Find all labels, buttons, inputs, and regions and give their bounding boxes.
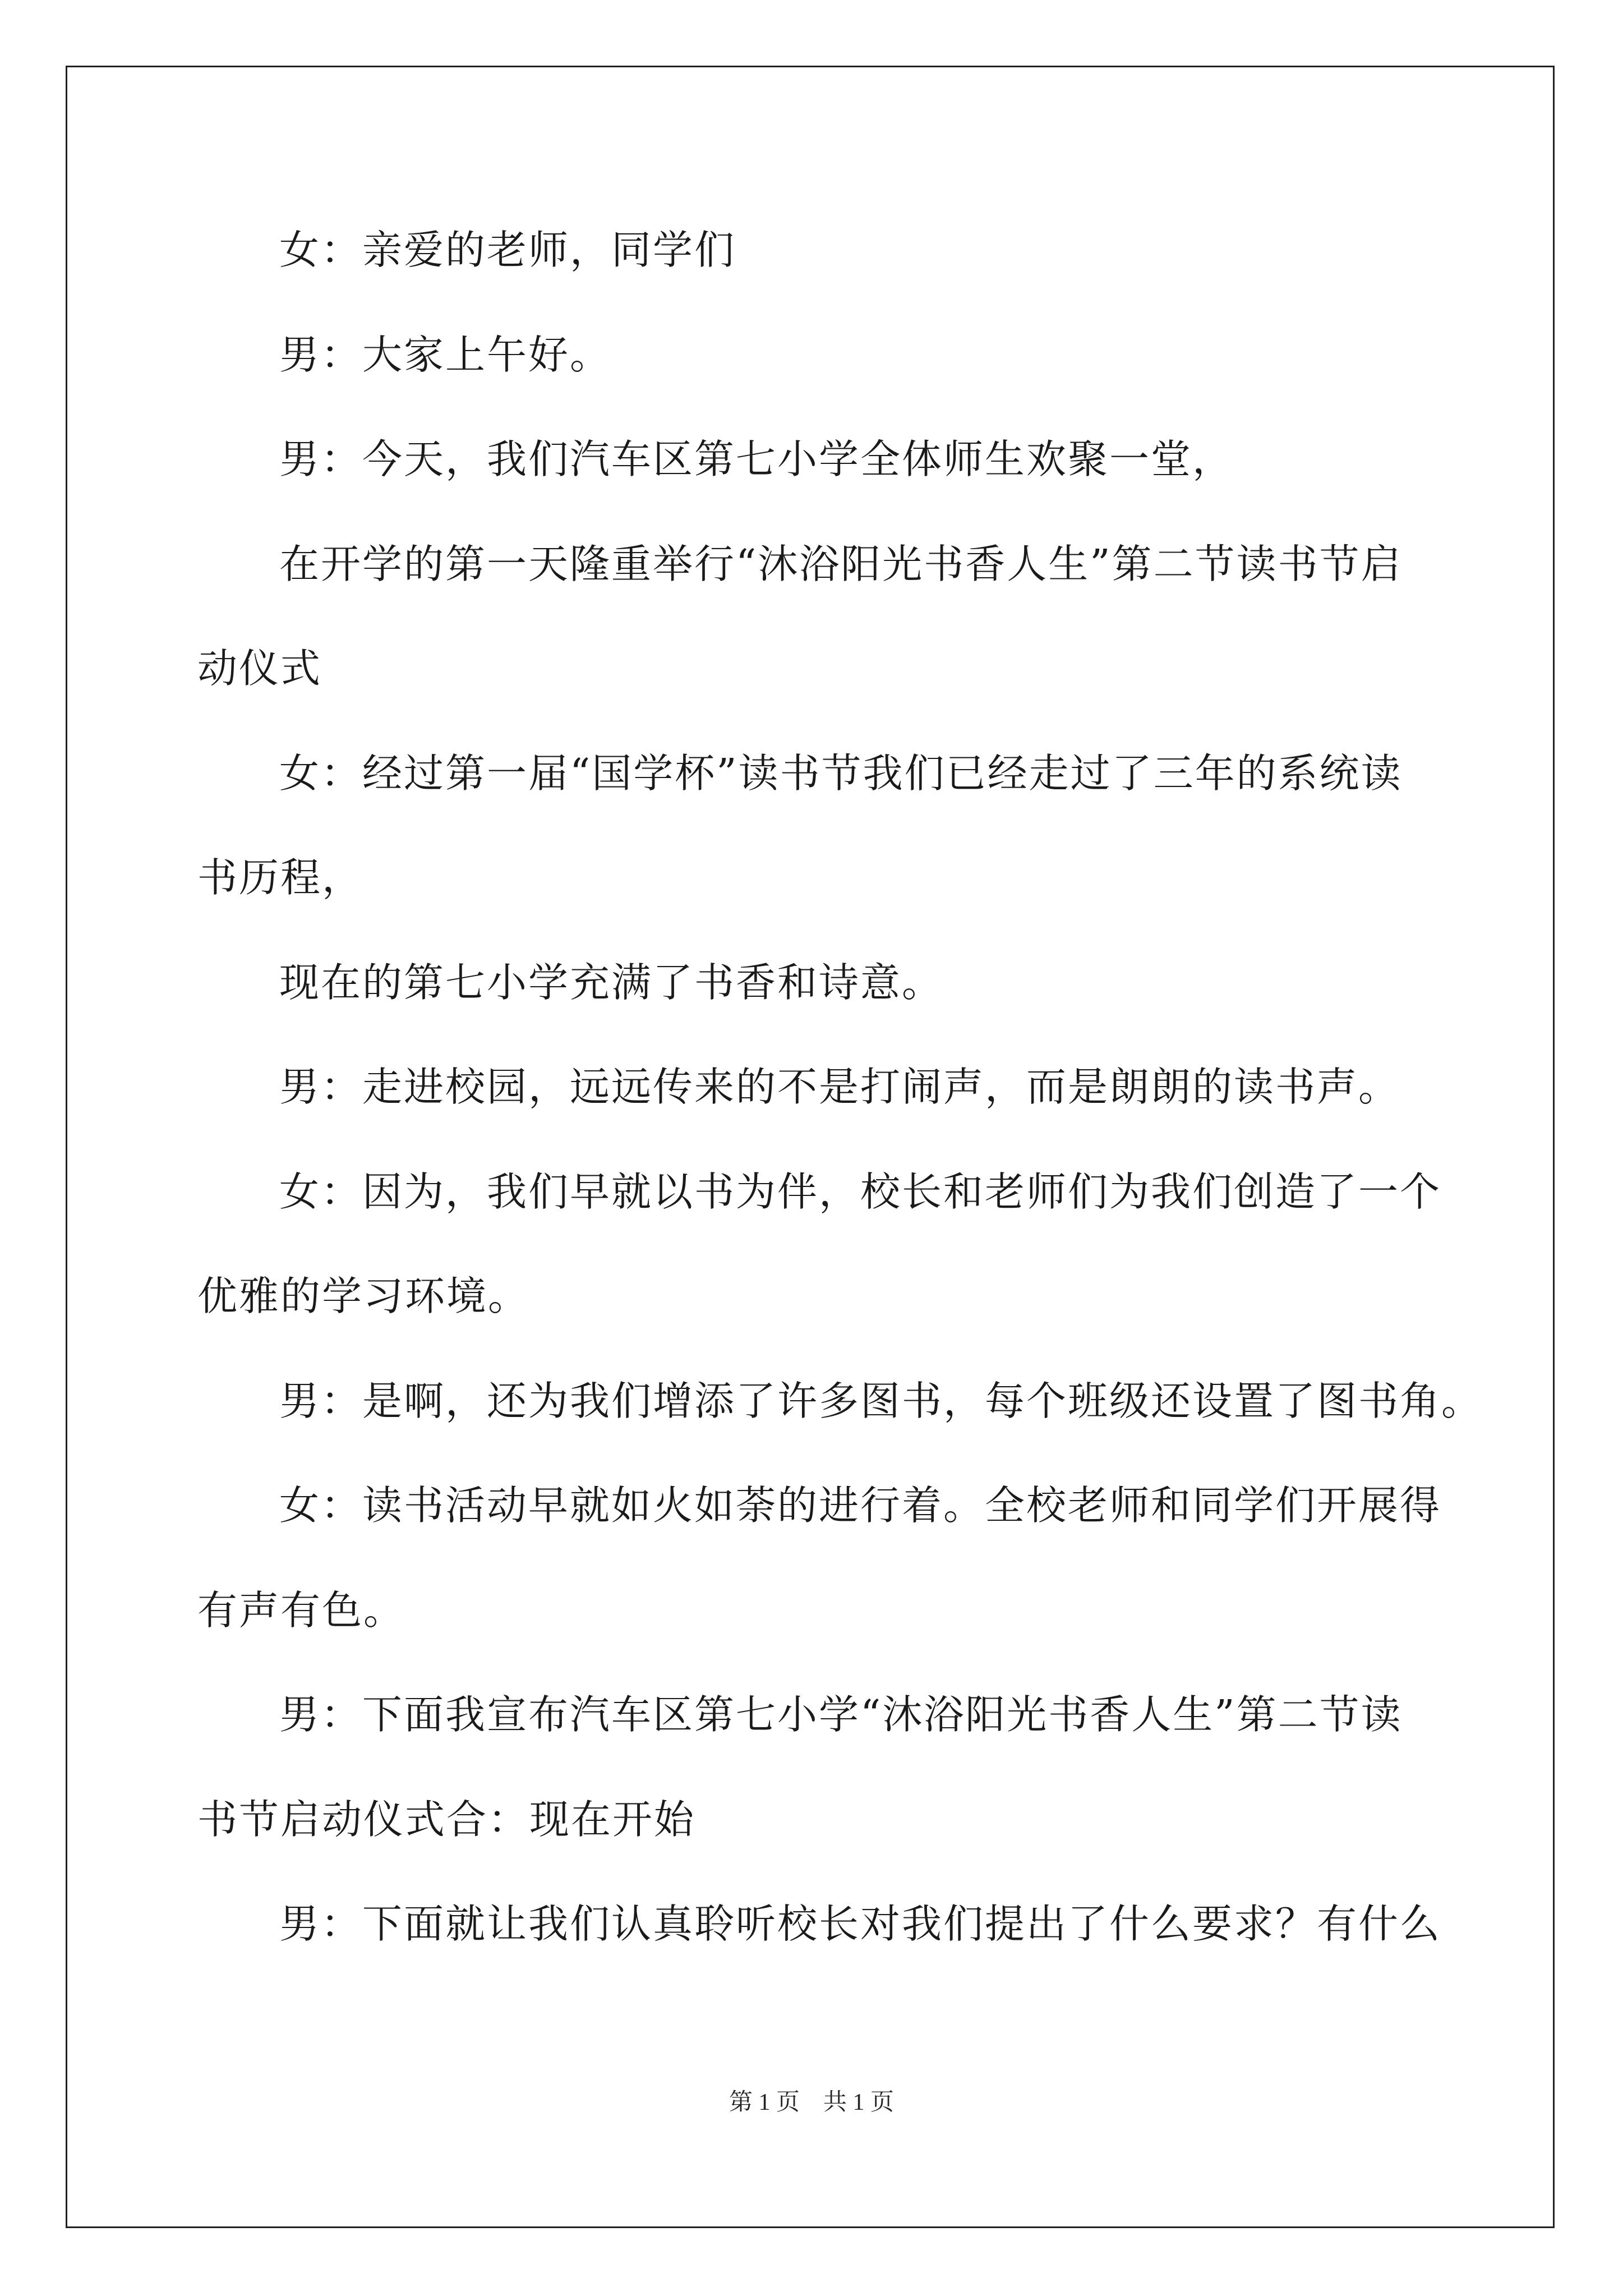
text-line: 动仪式 (197, 645, 322, 692)
text-line: 男：下面就让我们认真聆听校长对我们提出了什么要求？有什么 (279, 1901, 1442, 1947)
text-line: 书历程， (197, 854, 364, 901)
text-line: 男：今天，我们汽车区第七小学全体师生欢聚一堂， (279, 436, 1234, 482)
text-line: 有声有色。 (197, 1587, 405, 1634)
text-line: 女：读书活动早就如火如荼的进行着。全校老师和同学们开展得 (279, 1482, 1442, 1529)
page-footer (0, 2086, 1623, 2119)
text-line: 书节启动仪式合：现在开始 (197, 1796, 696, 1843)
text-line: 女：亲爱的老师，同学们 (279, 227, 736, 273)
text-line: 优雅的学习环境。 (197, 1273, 530, 1319)
page-number: 第 1 页 共 1 页 (728, 2090, 894, 2115)
text-line: 在开学的第一天隆重举行“沐浴阳光书香人生”第二节读书节启 (279, 541, 1403, 587)
text-line: 现在的第七小学充满了书香和诗意。 (279, 959, 944, 1006)
text-line: 男：下面我宣布汽车区第七小学“沐浴阳光书香人生”第二节读 (279, 1691, 1403, 1738)
text-line: 女：因为，我们早就以书为伴，校长和老师们为我们创造了一个 (279, 1168, 1442, 1215)
text-line: 男：走进校园，远远传来的不是打闹声，而是朗朗的读书声。 (279, 1064, 1400, 1110)
text-line: 男：大家上午好。 (279, 332, 612, 378)
text-line: 女：经过第一届“国学杯”读书节我们已经走过了三年的系统读 (279, 750, 1403, 797)
text-line: 男：是啊，还为我们增添了许多图书，每个班级还设置了图书角。 (279, 1378, 1483, 1424)
